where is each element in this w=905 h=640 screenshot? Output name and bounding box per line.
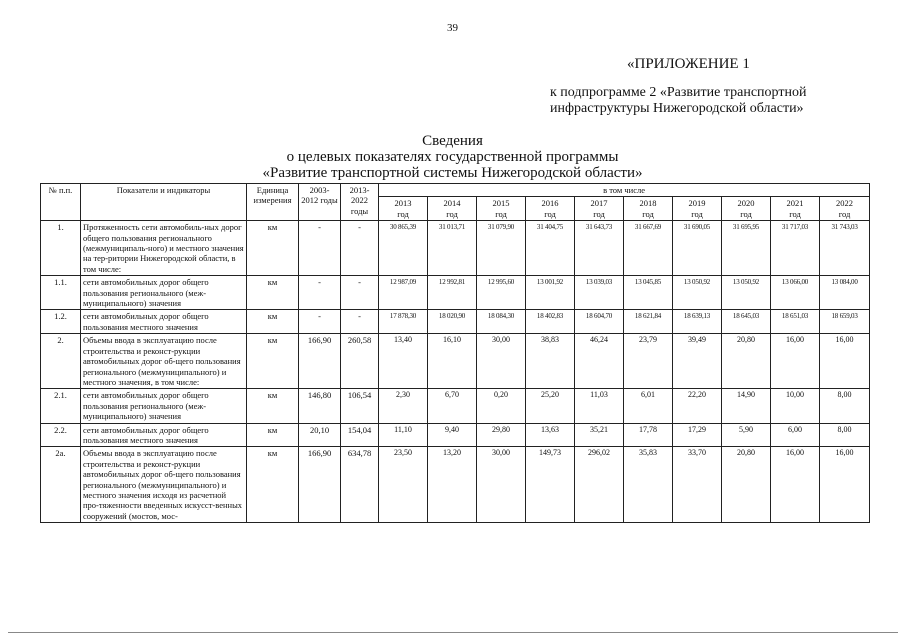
row-value-2015: 18 084,30 xyxy=(477,310,526,334)
row-value-2020: 13 050,92 xyxy=(722,276,771,310)
title-line-2: о целевых показателях государственной программы xyxy=(286,149,619,165)
indicators-table xyxy=(40,183,870,523)
row-indicator-name: сети автомобильных дорог общего пользования регионального (меж-муниципального) значения xyxy=(81,276,247,310)
header-year-2019 xyxy=(673,197,722,221)
row-value-2014: 31 013,71 xyxy=(428,221,477,276)
row-value-2015: 30,00 xyxy=(477,334,526,389)
row-value-2019: 39,49 xyxy=(673,334,722,389)
row-value-2014: 13,20 xyxy=(428,447,477,523)
table-row xyxy=(41,221,870,276)
header-indicator: Показатели и индикаторы xyxy=(81,184,247,221)
row-number: 2.1. xyxy=(41,389,81,423)
page-bottom-rule xyxy=(8,632,898,633)
row-value-2016: 13,63 xyxy=(526,423,575,447)
row-value-2022: 8,00 xyxy=(820,389,870,423)
row-value-2015: 30,00 xyxy=(477,447,526,523)
row-unit: км xyxy=(247,221,299,276)
header-year-word: год xyxy=(593,208,605,219)
row-period-2013-2022: 260,58 xyxy=(341,334,379,389)
row-period-2003-2012: 166,90 xyxy=(299,447,341,523)
appendix-label: «ПРИЛОЖЕНИЕ 1 xyxy=(627,56,750,72)
header-year-value: 2020 xyxy=(737,198,755,209)
table-row xyxy=(41,334,870,389)
row-period-2003-2012: - xyxy=(299,310,341,334)
header-year-2013 xyxy=(379,197,428,221)
row-value-2019: 31 690,05 xyxy=(673,221,722,276)
row-period-2013-2022: - xyxy=(341,276,379,310)
row-value-2022: 8,00 xyxy=(820,423,870,447)
row-value-2021: 13 066,00 xyxy=(771,276,820,310)
row-value-2016: 18 402,83 xyxy=(526,310,575,334)
row-period-2013-2022: 634,78 xyxy=(341,447,379,523)
row-value-2021: 18 651,03 xyxy=(771,310,820,334)
row-period-2003-2012: - xyxy=(299,221,341,276)
row-indicator-name: Объемы ввода в эксплуатацию после строительства и реконст-рукции автомобильных дорог об-щего пользования регионального (межмуниципального) и местного значения, в том числе: xyxy=(81,334,247,389)
header-year-value: 2013 xyxy=(394,198,412,209)
row-unit: км xyxy=(247,310,299,334)
row-value-2017: 13 039,03 xyxy=(575,276,624,310)
header-year-2015 xyxy=(477,197,526,221)
row-value-2020: 20,80 xyxy=(722,334,771,389)
row-value-2018: 23,79 xyxy=(624,334,673,389)
row-value-2022: 13 084,00 xyxy=(820,276,870,310)
header-year-value: 2021 xyxy=(786,198,804,209)
header-year-word: год xyxy=(691,208,703,219)
header-year-value: 2014 xyxy=(443,198,461,209)
row-indicator-name: Объемы ввода в эксплуатацию после строительства и реконст-рукции автомобильных дорог об-щего пользования регионального (межмуниципального) и местного значения исходя из расчетной про-тяженности введенных искусст-венных сооружений (мостов, мос- xyxy=(81,447,247,523)
row-value-2013: 12 987,09 xyxy=(379,276,428,310)
row-number: 1.1. xyxy=(41,276,81,310)
row-period-2013-2022: 106,54 xyxy=(341,389,379,423)
header-year-2014 xyxy=(428,197,477,221)
header-year-word: год xyxy=(838,208,851,219)
row-period-2013-2022: - xyxy=(341,221,379,276)
header-num: № п.п. xyxy=(41,184,81,221)
header-year-2022 xyxy=(820,197,870,221)
row-value-2014: 6,70 xyxy=(428,389,477,423)
table-body xyxy=(41,221,870,523)
row-number: 1. xyxy=(41,221,81,276)
row-value-2013: 30 865,39 xyxy=(379,221,428,276)
row-value-2016: 149,73 xyxy=(526,447,575,523)
row-value-2016: 25,20 xyxy=(526,389,575,423)
row-value-2019: 13 050,92 xyxy=(673,276,722,310)
row-value-2017: 31 643,73 xyxy=(575,221,624,276)
row-value-2016: 13 001,92 xyxy=(526,276,575,310)
row-value-2019: 18 639,13 xyxy=(673,310,722,334)
row-value-2020: 5,90 xyxy=(722,423,771,447)
header-year-value: 2019 xyxy=(688,198,706,209)
row-number: 2а. xyxy=(41,447,81,523)
row-value-2022: 31 743,03 xyxy=(820,221,870,276)
row-value-2018: 17,78 xyxy=(624,423,673,447)
title-line-1: Сведения xyxy=(422,133,483,149)
header-year-2018 xyxy=(624,197,673,221)
row-value-2020: 18 645,03 xyxy=(722,310,771,334)
row-value-2019: 22,20 xyxy=(673,389,722,423)
row-value-2021: 16,00 xyxy=(771,447,820,523)
header-year-word: год xyxy=(446,208,458,219)
row-period-2003-2012: 20,10 xyxy=(299,423,341,447)
row-period-2003-2012: 166,90 xyxy=(299,334,341,389)
row-value-2018: 35,83 xyxy=(624,447,673,523)
row-value-2014: 18 020,90 xyxy=(428,310,477,334)
row-value-2021: 6,00 xyxy=(771,423,820,447)
row-value-2015: 12 995,60 xyxy=(477,276,526,310)
appendix-subtitle-line2: инфраструктуры Нижегородской области» xyxy=(550,101,804,116)
row-indicator-name: сети автомобильных дорог общего пользования регионального (меж-муниципального) значения xyxy=(81,389,247,423)
row-period-2003-2012: 146,80 xyxy=(299,389,341,423)
row-number: 2.2. xyxy=(41,423,81,447)
row-number: 1.2. xyxy=(41,310,81,334)
row-value-2018: 6,01 xyxy=(624,389,673,423)
row-value-2013: 17 878,30 xyxy=(379,310,428,334)
table-row xyxy=(41,310,870,334)
header-year-2016 xyxy=(526,197,575,221)
row-value-2013: 23,50 xyxy=(379,447,428,523)
row-value-2015: 0,20 xyxy=(477,389,526,423)
header-year-word: год xyxy=(544,208,556,219)
row-value-2013: 11,10 xyxy=(379,423,428,447)
row-indicator-name: Протяженность сети автомобиль-ных дорог общего пользования регионального (межмуниципаль-ного) и местного значения на тер-ритории Нижегородской области, в том числе: xyxy=(81,221,247,276)
header-year-word: год xyxy=(495,208,507,219)
header-year-2020 xyxy=(722,197,771,221)
header-year-word: год xyxy=(397,208,409,219)
row-value-2020: 20,80 xyxy=(722,447,771,523)
header-row-1 xyxy=(41,184,870,197)
row-value-2015: 29,80 xyxy=(477,423,526,447)
row-number: 2. xyxy=(41,334,81,389)
row-value-2014: 16,10 xyxy=(428,334,477,389)
row-value-2013: 2,30 xyxy=(379,389,428,423)
row-value-2017: 46,24 xyxy=(575,334,624,389)
row-unit: км xyxy=(247,276,299,310)
header-year-word: год xyxy=(789,208,801,219)
header-unit: Единица измерения xyxy=(247,184,299,221)
header-year-word: год xyxy=(642,208,654,219)
header-year-word: год xyxy=(740,208,752,219)
header-year-value: 2017 xyxy=(590,198,608,209)
row-unit: км xyxy=(247,423,299,447)
row-value-2017: 296,02 xyxy=(575,447,624,523)
row-value-2014: 12 992,81 xyxy=(428,276,477,310)
header-year-2021 xyxy=(771,197,820,221)
row-unit: км xyxy=(247,447,299,523)
row-value-2020: 31 695,95 xyxy=(722,221,771,276)
header-year-value: 2016 xyxy=(541,198,559,209)
row-value-2015: 31 079,90 xyxy=(477,221,526,276)
row-period-2013-2022: - xyxy=(341,310,379,334)
row-value-2017: 18 604,70 xyxy=(575,310,624,334)
row-value-2021: 10,00 xyxy=(771,389,820,423)
row-value-2021: 16,00 xyxy=(771,334,820,389)
header-period-2013-2022: 2013- 2022 годы xyxy=(341,184,379,221)
row-value-2018: 13 045,85 xyxy=(624,276,673,310)
row-unit: км xyxy=(247,389,299,423)
row-value-2020: 14,90 xyxy=(722,389,771,423)
row-value-2018: 31 667,69 xyxy=(624,221,673,276)
row-value-2019: 17,29 xyxy=(673,423,722,447)
header-including: в том числе xyxy=(379,184,870,197)
row-value-2019: 33,70 xyxy=(673,447,722,523)
header-year-2017 xyxy=(575,197,624,221)
table-row xyxy=(41,276,870,310)
row-indicator-name: сети автомобильных дорог общего пользования местного значения xyxy=(81,310,247,334)
header-year-value: 2022 xyxy=(836,198,854,209)
row-unit: км xyxy=(247,334,299,389)
row-value-2021: 31 717,03 xyxy=(771,221,820,276)
table-row xyxy=(41,423,870,447)
appendix-subtitle-line1: к подпрограмме 2 «Развитие транспортной xyxy=(550,85,807,100)
row-value-2017: 35,21 xyxy=(575,423,624,447)
header-year-value: 2015 xyxy=(492,198,510,209)
row-indicator-name: сети автомобильных дорог общего пользования местного значения xyxy=(81,423,247,447)
header-period-2003-2012: 2003- 2012 годы xyxy=(299,184,341,221)
table-row xyxy=(41,389,870,423)
row-value-2016: 31 404,75 xyxy=(526,221,575,276)
row-value-2022: 16,00 xyxy=(820,334,870,389)
document-title xyxy=(0,133,905,181)
row-value-2018: 18 621,84 xyxy=(624,310,673,334)
header-year-value: 2018 xyxy=(639,198,657,209)
page-number: 39 xyxy=(447,22,458,34)
row-value-2022: 18 659,03 xyxy=(820,310,870,334)
row-period-2013-2022: 154,04 xyxy=(341,423,379,447)
row-value-2016: 38,83 xyxy=(526,334,575,389)
row-value-2022: 16,00 xyxy=(820,447,870,523)
row-value-2014: 9,40 xyxy=(428,423,477,447)
row-value-2013: 13,40 xyxy=(379,334,428,389)
table-row xyxy=(41,447,870,523)
row-value-2017: 11,03 xyxy=(575,389,624,423)
title-line-3: «Развитие транспортной системы Нижегородской области» xyxy=(262,165,643,181)
row-period-2003-2012: - xyxy=(299,276,341,310)
